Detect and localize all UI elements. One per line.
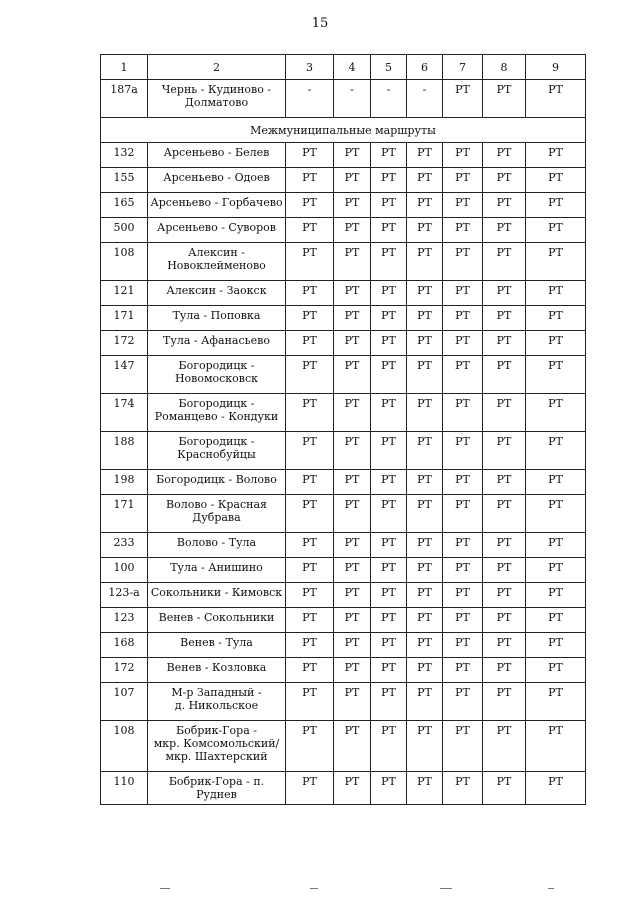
carrier-cell: РТ xyxy=(407,243,443,281)
scan-artifact xyxy=(160,888,170,889)
route-name-cell: Арсеньево - Одоев xyxy=(148,168,286,193)
carrier-cell: РТ xyxy=(443,470,483,495)
carrier-cell: РТ xyxy=(526,143,586,168)
route-name-cell: Венев - Сокольники xyxy=(148,608,286,633)
carrier-cell: РТ xyxy=(407,432,443,470)
route-number-cell: 147 xyxy=(101,356,148,394)
carrier-cell: РТ xyxy=(483,633,526,658)
carrier-cell: РТ xyxy=(483,470,526,495)
carrier-cell: РТ xyxy=(371,683,407,721)
carrier-cell: РТ xyxy=(371,243,407,281)
carrier-cell: РТ xyxy=(483,331,526,356)
column-header: 8 xyxy=(483,55,526,80)
carrier-cell: РТ xyxy=(483,281,526,306)
scan-artifact xyxy=(440,888,452,889)
scan-artifact xyxy=(548,888,554,889)
carrier-cell: РТ xyxy=(443,432,483,470)
carrier-cell: РТ xyxy=(526,558,586,583)
carrier-cell: РТ xyxy=(443,772,483,805)
carrier-cell: РТ xyxy=(526,721,586,772)
carrier-cell: РТ xyxy=(483,143,526,168)
route-name-cell: Богородицк - Краснобуйцы xyxy=(148,432,286,470)
carrier-cell: РТ xyxy=(371,633,407,658)
column-header: 3 xyxy=(286,55,334,80)
route-number-cell: 121 xyxy=(101,281,148,306)
carrier-cell: РТ xyxy=(443,218,483,243)
carrier-cell: РТ xyxy=(286,218,334,243)
carrier-cell: РТ xyxy=(443,356,483,394)
carrier-cell: РТ xyxy=(443,658,483,683)
table-row xyxy=(101,658,586,683)
table-row xyxy=(101,394,586,432)
carrier-cell: РТ xyxy=(371,721,407,772)
carrier-cell: РТ xyxy=(526,331,586,356)
carrier-cell: РТ xyxy=(443,143,483,168)
table-row xyxy=(101,306,586,331)
carrier-cell: РТ xyxy=(371,193,407,218)
route-number-cell: 107 xyxy=(101,683,148,721)
section-row xyxy=(101,118,586,143)
route-name-cell: Тула - Афанасьево xyxy=(148,331,286,356)
carrier-cell: РТ xyxy=(334,306,371,331)
table-row xyxy=(101,772,586,805)
route-number-cell: 110 xyxy=(101,772,148,805)
carrier-cell: РТ xyxy=(483,356,526,394)
carrier-cell: РТ xyxy=(526,633,586,658)
route-number-cell: 123 xyxy=(101,608,148,633)
route-name-cell: Тула - Поповка xyxy=(148,306,286,331)
carrier-cell: РТ xyxy=(443,306,483,331)
carrier-cell: РТ xyxy=(526,495,586,533)
column-header: 6 xyxy=(407,55,443,80)
carrier-cell: РТ xyxy=(483,218,526,243)
carrier-cell: РТ xyxy=(286,243,334,281)
carrier-cell: РТ xyxy=(526,772,586,805)
table-row xyxy=(101,193,586,218)
table-row xyxy=(101,281,586,306)
carrier-cell: РТ xyxy=(526,470,586,495)
carrier-cell: РТ xyxy=(526,658,586,683)
route-name-cell: Арсеньево - Горбачево xyxy=(148,193,286,218)
carrier-cell: РТ xyxy=(371,658,407,683)
carrier-cell: РТ xyxy=(407,356,443,394)
carrier-cell: РТ xyxy=(286,608,334,633)
carrier-cell: РТ xyxy=(443,193,483,218)
route-number-cell: 165 xyxy=(101,193,148,218)
carrier-cell: РТ xyxy=(526,533,586,558)
carrier-cell: РТ xyxy=(334,331,371,356)
carrier-cell: РТ xyxy=(371,306,407,331)
table-row xyxy=(101,558,586,583)
table-row xyxy=(101,721,586,772)
carrier-cell: РТ xyxy=(526,306,586,331)
carrier-cell: РТ xyxy=(334,583,371,608)
table-row xyxy=(101,533,586,558)
carrier-cell: РТ xyxy=(371,143,407,168)
route-number-cell: 174 xyxy=(101,394,148,432)
carrier-cell: РТ xyxy=(483,558,526,583)
section-title-cell: Межмуниципальные маршруты xyxy=(101,118,586,143)
carrier-cell: РТ xyxy=(407,143,443,168)
table-row xyxy=(101,331,586,356)
carrier-cell: РТ xyxy=(286,394,334,432)
carrier-cell: РТ xyxy=(443,331,483,356)
carrier-cell: РТ xyxy=(407,281,443,306)
table-row xyxy=(101,583,586,608)
carrier-cell: РТ xyxy=(526,193,586,218)
route-name-cell: Сокольники - Кимовск xyxy=(148,583,286,608)
carrier-cell: РТ xyxy=(483,80,526,118)
page-number: 15 xyxy=(311,16,329,31)
carrier-cell: РТ xyxy=(407,772,443,805)
carrier-cell: РТ xyxy=(443,243,483,281)
table-row xyxy=(101,218,586,243)
carrier-cell: РТ xyxy=(334,658,371,683)
carrier-cell: РТ xyxy=(483,306,526,331)
carrier-cell: РТ xyxy=(407,495,443,533)
carrier-cell: РТ xyxy=(407,658,443,683)
carrier-cell: РТ xyxy=(334,683,371,721)
table-row xyxy=(101,470,586,495)
route-name-cell: Арсеньево - Суворов xyxy=(148,218,286,243)
carrier-cell: РТ xyxy=(286,281,334,306)
carrier-cell: РТ xyxy=(407,331,443,356)
route-name-cell: Арсеньево - Белев xyxy=(148,143,286,168)
column-header: 5 xyxy=(371,55,407,80)
route-name-cell: Богородицк - Новомосковск xyxy=(148,356,286,394)
carrier-cell: РТ xyxy=(286,583,334,608)
carrier-cell: РТ xyxy=(286,143,334,168)
carrier-cell: РТ xyxy=(443,583,483,608)
route-number-cell: 132 xyxy=(101,143,148,168)
scan-artifact xyxy=(310,888,318,889)
route-number-cell: 168 xyxy=(101,633,148,658)
route-name-cell: Алексин - Заокск xyxy=(148,281,286,306)
table-row xyxy=(101,143,586,168)
carrier-cell: РТ xyxy=(407,306,443,331)
carrier-cell: РТ xyxy=(334,608,371,633)
route-number-cell: 108 xyxy=(101,721,148,772)
carrier-cell: РТ xyxy=(407,633,443,658)
carrier-cell: РТ xyxy=(334,356,371,394)
table-row xyxy=(101,495,586,533)
carrier-cell: РТ xyxy=(371,218,407,243)
carrier-cell: РТ xyxy=(443,683,483,721)
carrier-cell: РТ xyxy=(334,533,371,558)
carrier-cell: РТ xyxy=(407,394,443,432)
route-name-cell: Бобрик-Гора - мкр. Комсомольский/ мкр. Шахтерский xyxy=(148,721,286,772)
carrier-cell: РТ xyxy=(526,243,586,281)
carrier-cell: РТ xyxy=(483,583,526,608)
route-number-cell: 100 xyxy=(101,558,148,583)
route-number-cell: 233 xyxy=(101,533,148,558)
carrier-cell: РТ xyxy=(443,168,483,193)
carrier-cell: РТ xyxy=(371,356,407,394)
route-number-cell: 108 xyxy=(101,243,148,281)
route-name-cell: Волово - Красная Дубрава xyxy=(148,495,286,533)
carrier-cell: РТ xyxy=(286,470,334,495)
carrier-cell: РТ xyxy=(483,533,526,558)
carrier-cell: РТ xyxy=(286,658,334,683)
carrier-cell: - xyxy=(371,80,407,118)
carrier-cell: РТ xyxy=(407,193,443,218)
carrier-cell: РТ xyxy=(334,281,371,306)
carrier-cell: РТ xyxy=(407,583,443,608)
route-number-cell: 171 xyxy=(101,306,148,331)
carrier-cell: РТ xyxy=(526,583,586,608)
carrier-cell: РТ xyxy=(286,356,334,394)
carrier-cell: РТ xyxy=(407,683,443,721)
carrier-cell: РТ xyxy=(371,168,407,193)
table-row xyxy=(101,633,586,658)
carrier-cell: РТ xyxy=(526,432,586,470)
carrier-cell: РТ xyxy=(443,80,483,118)
carrier-cell: РТ xyxy=(407,533,443,558)
table-row xyxy=(101,608,586,633)
table-row xyxy=(101,356,586,394)
carrier-cell: РТ xyxy=(371,394,407,432)
carrier-cell: РТ xyxy=(443,633,483,658)
route-number-cell: 172 xyxy=(101,658,148,683)
carrier-cell: - xyxy=(407,80,443,118)
carrier-cell: РТ xyxy=(371,432,407,470)
carrier-cell: РТ xyxy=(371,331,407,356)
route-name-cell: Венев - Козловка xyxy=(148,658,286,683)
route-number-cell: 187а xyxy=(101,80,148,118)
carrier-cell: РТ xyxy=(526,168,586,193)
carrier-cell: РТ xyxy=(334,495,371,533)
carrier-cell: РТ xyxy=(286,683,334,721)
carrier-cell: РТ xyxy=(407,168,443,193)
carrier-cell: РТ xyxy=(483,168,526,193)
carrier-cell: РТ xyxy=(286,306,334,331)
carrier-cell: РТ xyxy=(443,281,483,306)
carrier-cell: РТ xyxy=(286,633,334,658)
carrier-cell: РТ xyxy=(483,243,526,281)
route-number-cell: 172 xyxy=(101,331,148,356)
table-row xyxy=(101,432,586,470)
carrier-cell: РТ xyxy=(286,432,334,470)
carrier-cell: РТ xyxy=(443,721,483,772)
carrier-cell: РТ xyxy=(371,608,407,633)
carrier-cell: РТ xyxy=(526,608,586,633)
table-row xyxy=(101,168,586,193)
route-number-cell: 198 xyxy=(101,470,148,495)
carrier-cell: РТ xyxy=(483,193,526,218)
carrier-cell: РТ xyxy=(334,772,371,805)
table-row xyxy=(101,80,586,118)
route-name-cell: Чернь - Кудиново - Долматово xyxy=(148,80,286,118)
carrier-cell: РТ xyxy=(483,608,526,633)
route-name-cell: Богородицк - Волово xyxy=(148,470,286,495)
carrier-cell: РТ xyxy=(334,633,371,658)
carrier-cell: РТ xyxy=(526,80,586,118)
carrier-cell: РТ xyxy=(443,608,483,633)
table-row xyxy=(101,683,586,721)
carrier-cell: РТ xyxy=(526,281,586,306)
route-name-cell: Бобрик-Гора - п. Руднев xyxy=(148,772,286,805)
carrier-cell: РТ xyxy=(407,721,443,772)
carrier-cell: РТ xyxy=(526,683,586,721)
carrier-cell: РТ xyxy=(483,683,526,721)
route-number-cell: 188 xyxy=(101,432,148,470)
route-name-cell: Венев - Тула xyxy=(148,633,286,658)
carrier-cell: РТ xyxy=(443,495,483,533)
carrier-cell: - xyxy=(286,80,334,118)
carrier-cell: РТ xyxy=(443,394,483,432)
carrier-cell: РТ xyxy=(483,432,526,470)
carrier-cell: РТ xyxy=(286,168,334,193)
route-number-cell: 500 xyxy=(101,218,148,243)
carrier-cell: РТ xyxy=(483,658,526,683)
carrier-cell: РТ xyxy=(286,558,334,583)
carrier-cell: РТ xyxy=(526,356,586,394)
carrier-cell: РТ xyxy=(334,143,371,168)
column-header: 7 xyxy=(443,55,483,80)
route-name-cell: Тула - Анишино xyxy=(148,558,286,583)
carrier-cell: РТ xyxy=(334,558,371,583)
carrier-cell: РТ xyxy=(334,168,371,193)
carrier-cell: РТ xyxy=(334,218,371,243)
carrier-cell: РТ xyxy=(286,772,334,805)
carrier-cell: РТ xyxy=(407,470,443,495)
carrier-cell: РТ xyxy=(371,281,407,306)
table-header-row xyxy=(101,55,586,80)
carrier-cell: РТ xyxy=(483,394,526,432)
carrier-cell: РТ xyxy=(371,495,407,533)
column-header: 9 xyxy=(526,55,586,80)
carrier-cell: РТ xyxy=(286,193,334,218)
carrier-cell: РТ xyxy=(334,432,371,470)
carrier-cell: РТ xyxy=(443,558,483,583)
table-row xyxy=(101,243,586,281)
carrier-cell: РТ xyxy=(334,193,371,218)
carrier-cell: РТ xyxy=(286,533,334,558)
route-number-cell: 155 xyxy=(101,168,148,193)
column-header: 2 xyxy=(148,55,286,80)
carrier-cell: - xyxy=(334,80,371,118)
routes-table xyxy=(100,54,586,805)
carrier-cell: РТ xyxy=(407,608,443,633)
carrier-cell: РТ xyxy=(483,495,526,533)
carrier-cell: РТ xyxy=(443,533,483,558)
carrier-cell: РТ xyxy=(371,583,407,608)
carrier-cell: РТ xyxy=(371,772,407,805)
column-header: 1 xyxy=(101,55,148,80)
carrier-cell: РТ xyxy=(334,721,371,772)
route-name-cell: Алексин - Новоклейменово xyxy=(148,243,286,281)
carrier-cell: РТ xyxy=(483,721,526,772)
carrier-cell: РТ xyxy=(286,331,334,356)
carrier-cell: РТ xyxy=(371,558,407,583)
carrier-cell: РТ xyxy=(407,218,443,243)
carrier-cell: РТ xyxy=(334,470,371,495)
carrier-cell: РТ xyxy=(526,394,586,432)
route-name-cell: Богородицк - Романцево - Кондуки xyxy=(148,394,286,432)
carrier-cell: РТ xyxy=(286,495,334,533)
carrier-cell: РТ xyxy=(483,772,526,805)
carrier-cell: РТ xyxy=(526,218,586,243)
route-name-cell: М-р Западный - д. Никольское xyxy=(148,683,286,721)
carrier-cell: РТ xyxy=(371,533,407,558)
column-header: 4 xyxy=(334,55,371,80)
carrier-cell: РТ xyxy=(407,558,443,583)
route-name-cell: Волово - Тула xyxy=(148,533,286,558)
carrier-cell: РТ xyxy=(334,243,371,281)
carrier-cell: РТ xyxy=(334,394,371,432)
route-number-cell: 123-а xyxy=(101,583,148,608)
carrier-cell: РТ xyxy=(286,721,334,772)
route-number-cell: 171 xyxy=(101,495,148,533)
carrier-cell: РТ xyxy=(371,470,407,495)
